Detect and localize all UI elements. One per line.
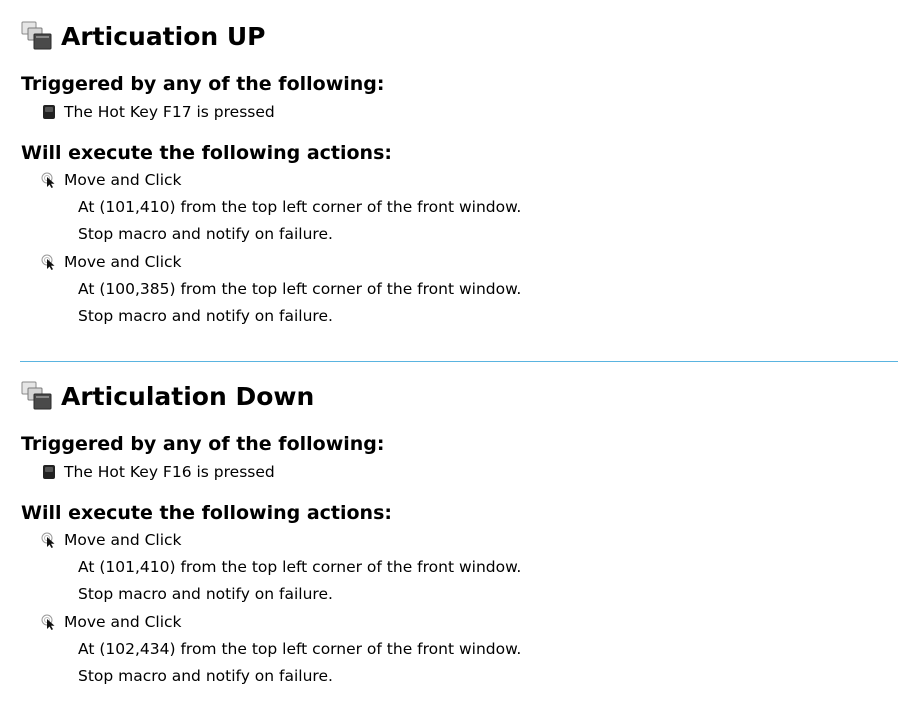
move-click-icon bbox=[41, 254, 57, 270]
trigger-heading: Triggered by any of the following: bbox=[21, 73, 385, 95]
macro-header bbox=[20, 379, 314, 415]
action-label: Move and Click bbox=[64, 253, 182, 271]
macro-group-icon bbox=[20, 380, 54, 414]
macro-title: Articuation UP bbox=[61, 22, 266, 51]
macro-title: Articulation Down bbox=[61, 382, 315, 411]
action-item bbox=[41, 528, 182, 552]
trigger-item bbox=[41, 460, 275, 484]
move-click-icon bbox=[41, 532, 57, 548]
action-label: Move and Click bbox=[64, 531, 182, 549]
action-label: Move and Click bbox=[64, 171, 182, 189]
action-item bbox=[41, 250, 182, 274]
action-detail: At (101,410) from the top left corner of the front window. bbox=[78, 198, 522, 216]
move-click-icon bbox=[41, 614, 57, 630]
macro-group-icon bbox=[20, 20, 54, 54]
action-item bbox=[41, 610, 182, 634]
action-detail: At (102,434) from the top left corner of the front window. bbox=[78, 640, 522, 658]
macro-divider bbox=[20, 361, 898, 362]
actions-heading: Will execute the following actions: bbox=[21, 142, 392, 164]
action-detail: Stop macro and notify on failure. bbox=[78, 667, 333, 685]
move-click-icon bbox=[41, 172, 57, 188]
action-detail: Stop macro and notify on failure. bbox=[78, 307, 333, 325]
trigger-label: The Hot Key F16 is pressed bbox=[64, 463, 275, 481]
trigger-heading: Triggered by any of the following: bbox=[21, 433, 385, 455]
actions-heading: Will execute the following actions: bbox=[21, 502, 392, 524]
macro-header bbox=[20, 19, 266, 55]
hotkey-icon bbox=[41, 104, 57, 120]
trigger-item bbox=[41, 100, 275, 124]
trigger-label: The Hot Key F17 is pressed bbox=[64, 103, 275, 121]
action-item bbox=[41, 168, 182, 192]
action-detail: Stop macro and notify on failure. bbox=[78, 585, 333, 603]
action-detail: Stop macro and notify on failure. bbox=[78, 225, 333, 243]
action-detail: At (101,410) from the top left corner of the front window. bbox=[78, 558, 522, 576]
action-detail: At (100,385) from the top left corner of the front window. bbox=[78, 280, 522, 298]
hotkey-icon bbox=[41, 464, 57, 480]
action-label: Move and Click bbox=[64, 613, 182, 631]
